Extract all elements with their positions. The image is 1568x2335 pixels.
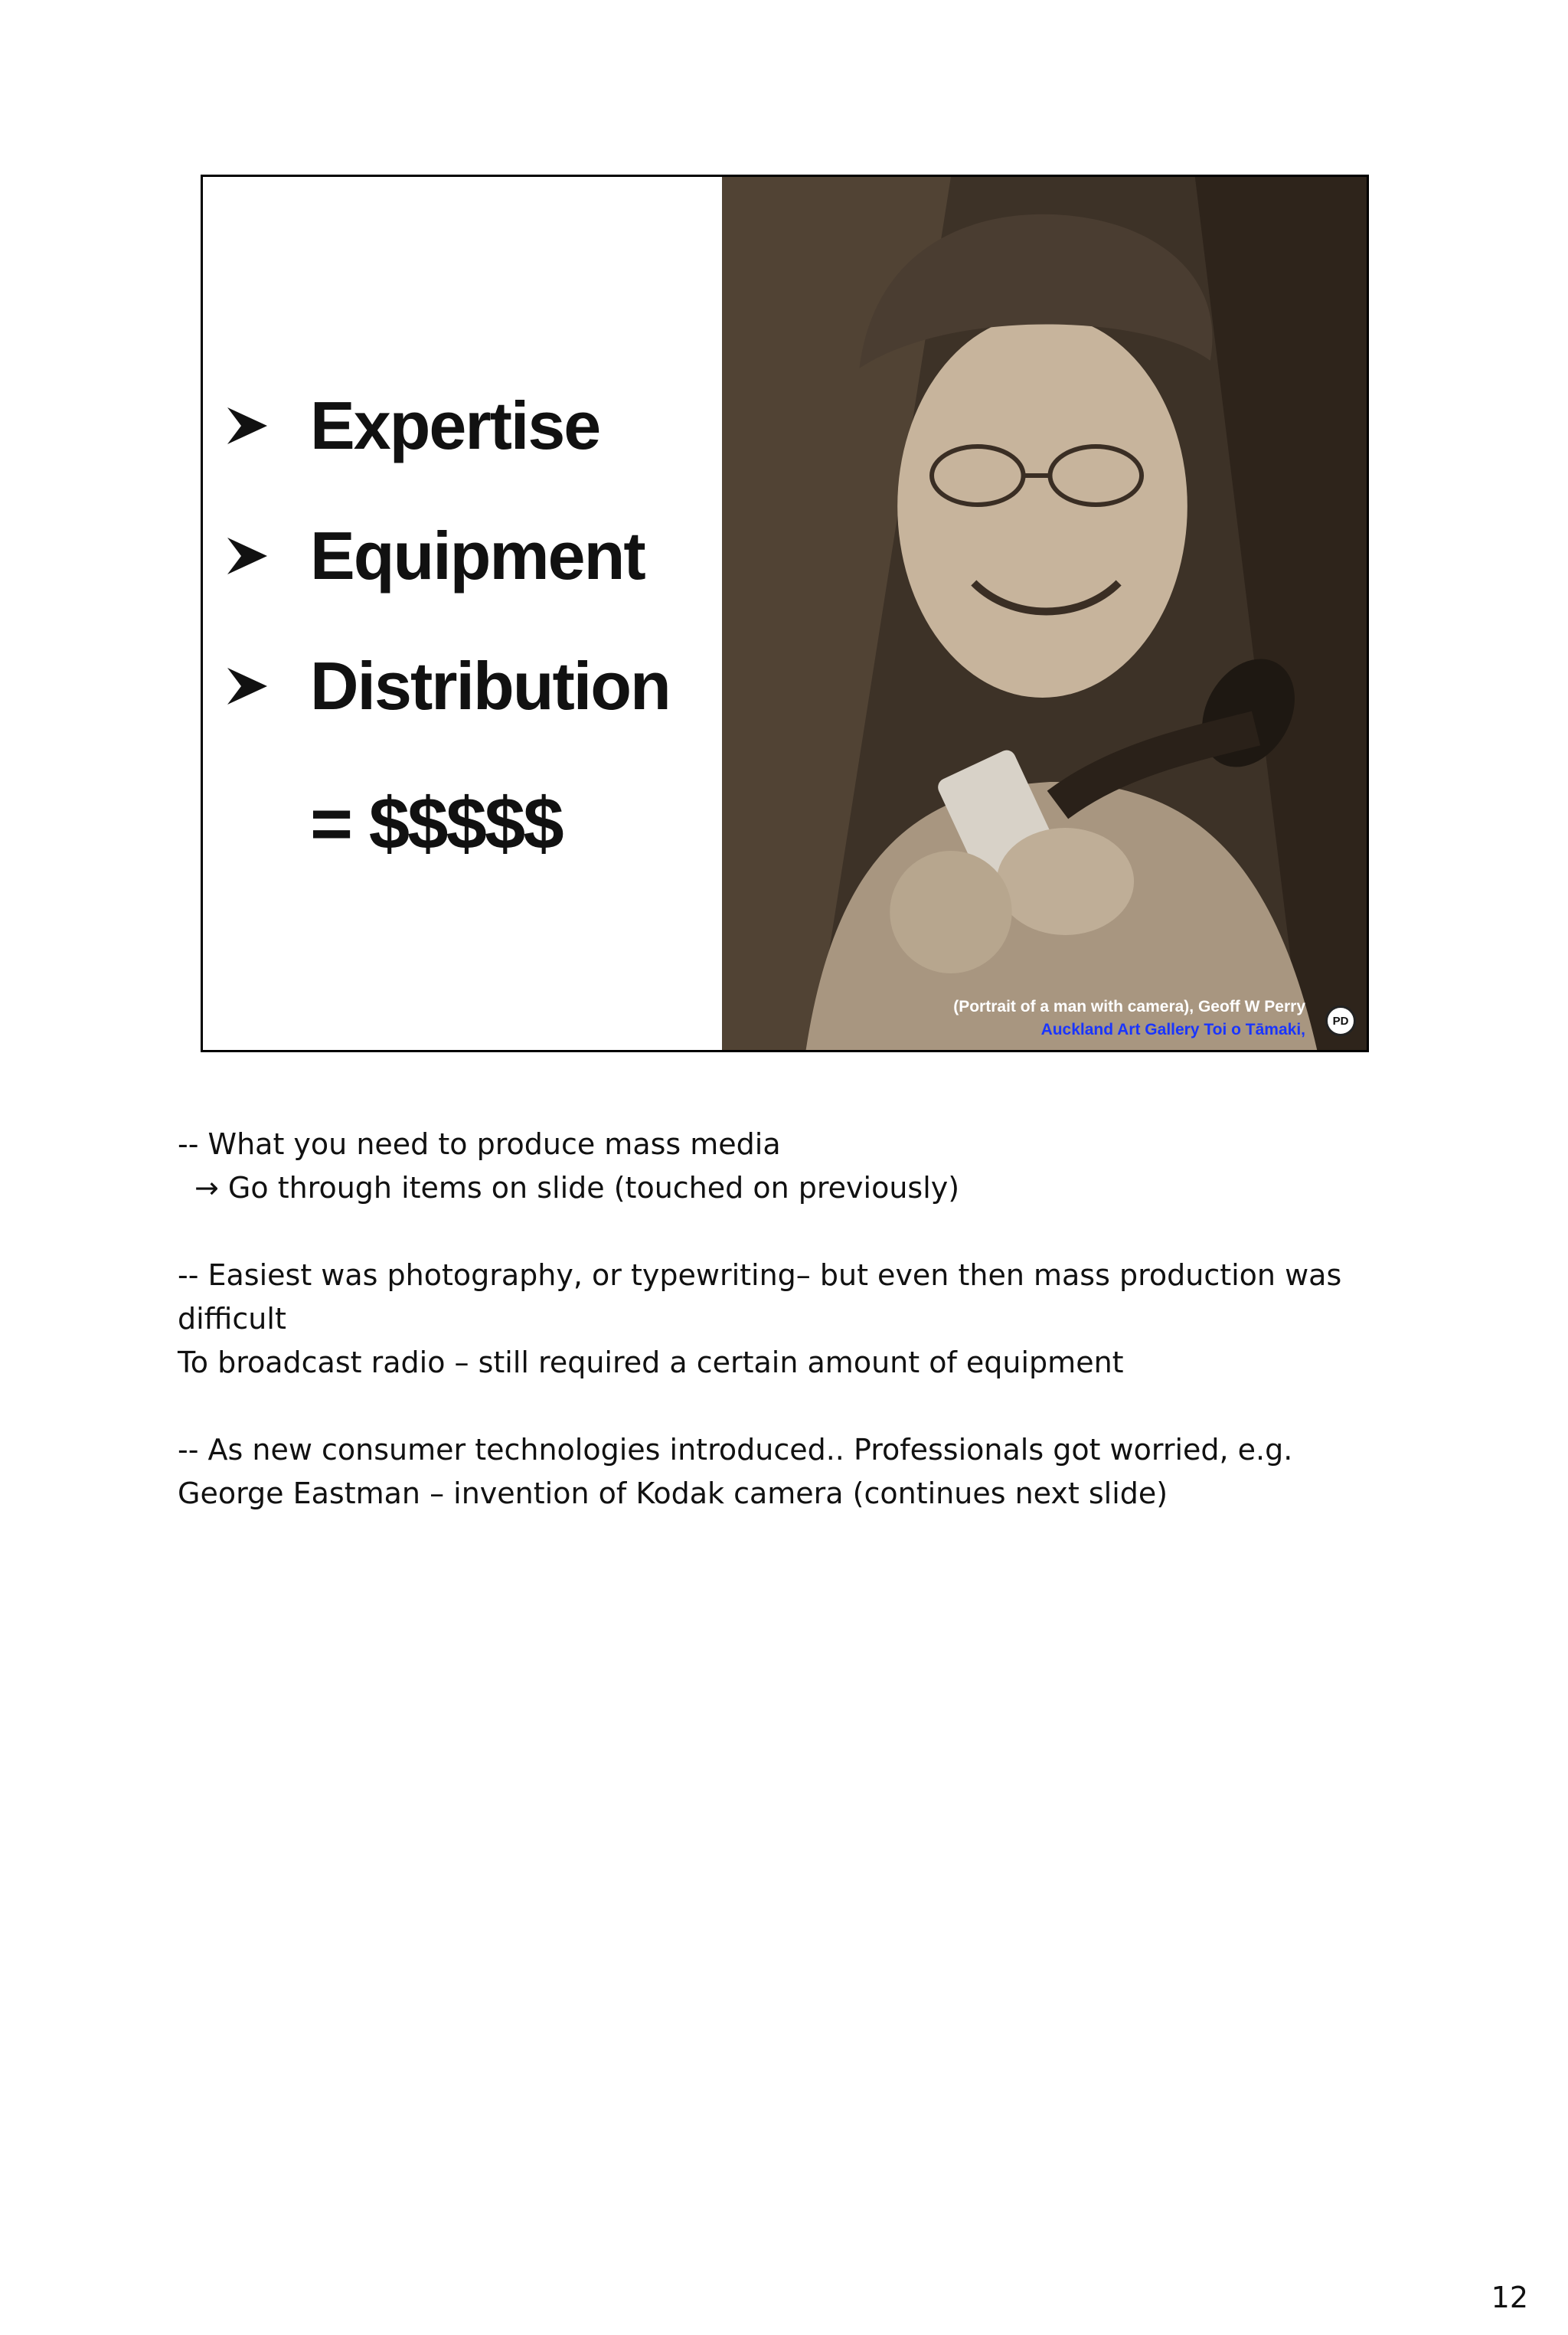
notes-line: -- Easiest was photography, or typewriting– but even then mass production was [178,1258,1342,1292]
bullet-expertise [224,361,670,491]
bullet-label: Equipment [310,518,645,594]
slide-text-panel [203,177,722,1050]
notes-line: George Eastman – invention of Kodak camera (continues next slide) [178,1477,1168,1510]
slide-frame [201,175,1369,1052]
portrait-photo [722,177,1367,1050]
bullet-label: Expertise [310,388,600,463]
photo-caption: (Portrait of a man with camera), Geoff W Perry [953,998,1305,1015]
arrowhead-bullet-icon [224,403,310,449]
bullet-label: Distribution [310,648,670,724]
notes-line: → Go through items on slide (touched on previously) [194,1171,960,1205]
page-number: 12 [1491,2281,1528,2314]
notes-line: -- As new consumer technologies introduced.. Professionals got worried, e.g. [178,1433,1293,1467]
notes-line: -- What you need to produce mass media [178,1127,781,1161]
arrowhead-bullet-icon [224,663,310,709]
arrowhead-bullet-icon [224,533,310,579]
notes-line: To broadcast radio – still required a certain amount of equipment [178,1346,1124,1379]
equation-text: = $$$$$ [310,783,562,865]
bullet-list [224,361,670,751]
notes-line: difficult [178,1302,286,1336]
public-domain-badge-icon[interactable]: PD [1325,1006,1356,1036]
bullet-equipment [224,491,670,621]
speaker-notes [178,1123,1403,1516]
bullet-distribution [224,621,670,751]
photo-credit-link[interactable]: Auckland Art Gallery Toi o Tāmaki, [1040,1021,1305,1038]
portrait-illustration [722,177,1367,1050]
